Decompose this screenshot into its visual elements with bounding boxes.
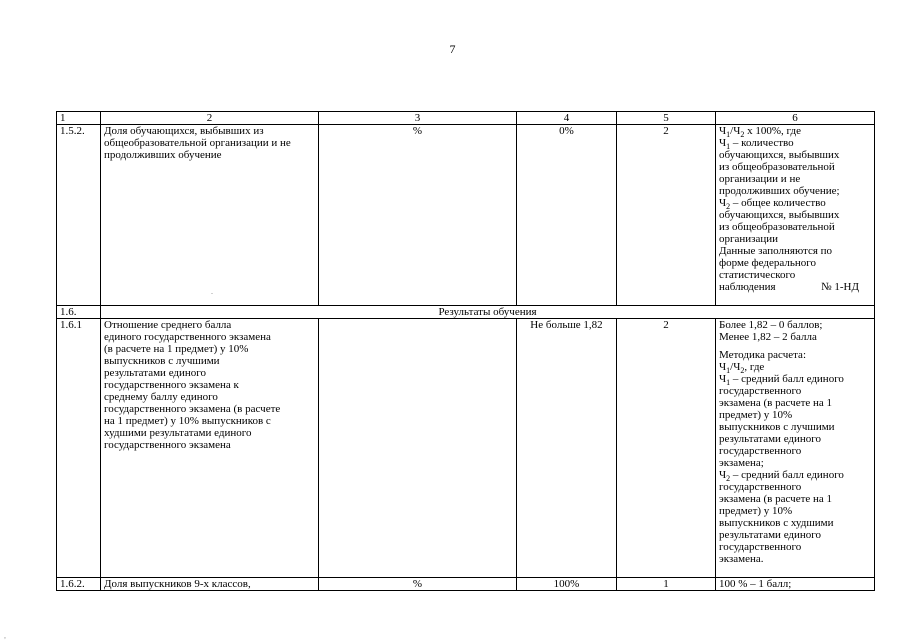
method-line: из общеобразовательной (719, 221, 835, 233)
method-cell (716, 125, 875, 306)
method-line: государственного (719, 385, 802, 397)
indicator-name: Доля обучающихся, выбывших из общеобразовательной организации и не продолживших обучение (101, 125, 319, 306)
name-line: государственного экзамена (104, 439, 231, 451)
name-line: на 1 предмет) у 10% выпускников с (104, 415, 271, 427)
section-title: Результаты обучения (101, 306, 875, 319)
row-number: 1.5.2. (57, 125, 101, 306)
value-cell: 100% (517, 578, 617, 591)
name-line: государственного экзамена (в расчете (104, 403, 281, 415)
col-num-6: 6 (716, 112, 875, 125)
method-cell (716, 319, 875, 578)
name-line: худшими результатами единого (104, 427, 252, 439)
col-num-1: 1 (57, 112, 101, 125)
method-line: $Ч_1/Ч_2$, где (719, 361, 765, 376)
col-num-2: 2 (101, 112, 319, 125)
table-row-1-5-2 (57, 125, 875, 306)
method-cell: 100 % – 1 балл; (716, 578, 875, 591)
col-num-4: 4 (517, 112, 617, 125)
score-cell: 1 (617, 578, 716, 591)
method-line: статистического (719, 269, 796, 281)
col-num-5: 5 (617, 112, 716, 125)
criteria-line: Менее 1,82 – 2 балла (719, 331, 817, 343)
method-line: экзамена (в расчете на 1 (719, 397, 833, 409)
row-number: 1.6.1 (57, 319, 101, 578)
method-line: обучающихся, выбывших (719, 209, 840, 221)
method-line: обучающихся, выбывших (719, 149, 840, 161)
score-cell: 2 (617, 125, 716, 306)
method-line: результатами единого (719, 529, 822, 541)
value-cell: Не больше 1,82 (517, 319, 617, 578)
section-row-1-6 (57, 306, 875, 319)
method-line: Данные заполняются по (719, 245, 833, 257)
method-line: государственного (719, 445, 802, 457)
method-line: организации (719, 233, 779, 245)
indicator-name (101, 319, 319, 578)
name-line: среднему баллу единого (104, 391, 218, 403)
score-cell: 2 (617, 319, 716, 578)
method-line: предмет) у 10% (719, 505, 793, 517)
table-row-1-6-1 (57, 319, 875, 578)
method-line: организации и не (719, 173, 801, 185)
name-line: (в расчете на 1 предмет) у 10% (104, 343, 249, 355)
value-cell: 0% (517, 125, 617, 306)
method-line: из общеобразовательной (719, 161, 835, 173)
method-line: $Ч_2$ – средний балл единого (719, 469, 844, 484)
name-line: выпускников с лучшими (104, 355, 220, 367)
unit-cell: % (319, 125, 517, 306)
row-number: 1.6.2. (57, 578, 101, 591)
col-num-3: 3 (319, 112, 517, 125)
method-line: продолживших обучение; (719, 185, 840, 197)
method-line: экзамена; (719, 457, 764, 469)
method-line: предмет) у 10% (719, 409, 793, 421)
method-line: государственного (719, 481, 802, 493)
name-line: результатами единого (104, 367, 207, 379)
method-line: экзамена. (719, 553, 764, 565)
name-line: государственного экзамена к (104, 379, 239, 391)
criteria-line: Более 1,82 – 0 баллов; (719, 319, 823, 331)
method-line: $Ч_2$ – общее количество (719, 197, 826, 212)
indicator-name: Доля выпускников 9-х классов, (101, 578, 319, 591)
name-line: единого государственного экзамена (104, 331, 271, 343)
section-number: 1.6. (57, 306, 101, 319)
method-line: форме федерального (719, 257, 817, 269)
method-line: государственного (719, 541, 802, 553)
method-line: выпускников с лучшими (719, 421, 835, 433)
table-row-1-6-2 (57, 578, 875, 591)
unit-cell: % (319, 578, 517, 591)
method-last-line (719, 281, 871, 293)
method-last-left: наблюдения (719, 281, 776, 293)
method-line: $Ч_1$ – средний балл единого (719, 373, 844, 388)
name-line: Отношение среднего балла (104, 319, 232, 331)
method-line: результатами единого (719, 433, 822, 445)
method-line: $Ч_1$ – количество (719, 137, 794, 152)
method-line: выпускников с худшими (719, 517, 834, 529)
indicators-table (56, 111, 875, 591)
column-number-row (57, 112, 875, 125)
method-line: Методика расчета: (719, 349, 806, 361)
stray-mark: . (211, 287, 213, 296)
page-number: 7 (449, 42, 456, 56)
method-line: экзамена (в расчете на 1 (719, 493, 833, 505)
unit-cell (319, 319, 517, 578)
method-last-right: № 1-НД (821, 281, 859, 293)
stray-mark-corner: , (4, 631, 6, 640)
method-line: $Ч_1/Ч_2$ х 100%, где (719, 125, 801, 140)
